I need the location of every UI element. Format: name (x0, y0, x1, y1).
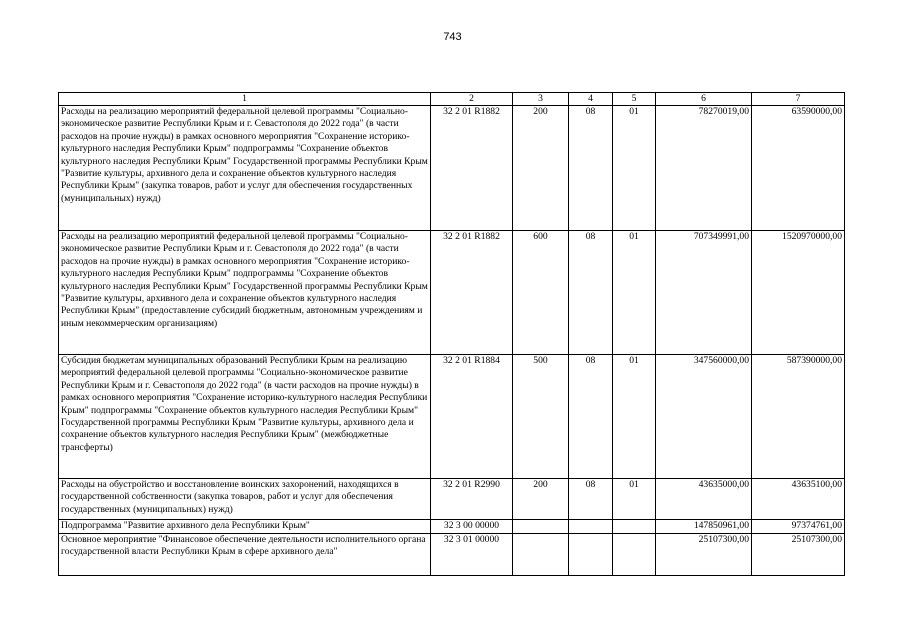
table-row (59, 355, 845, 479)
row-code: 32 2 01 R1882 (431, 106, 513, 231)
row-description: Расходы на реализацию мероприятий федеральной целевой программы "Социально-экономическое развитие Республики Крым и г. Севастополя до 2022 года" (в части расходов на прочие нужды) в рамках основного мероприятия "Сохранение историко-культурного наследия Республики Крым" подпрограммы "Сохранение объектов культурного наследия Республики Крым" Государственной программы Республики Крым "Развитие культуры, архивного дела и сохранение объектов культурного наследия Республики Крым" (закупка товаров, работ и услуг для обеспечения государственных (муниципальных) нужд) (59, 106, 431, 231)
row-col5: 01 (613, 355, 656, 479)
row-col4: 08 (569, 231, 613, 355)
row-col3: 500 (513, 355, 569, 479)
row-col6: 147850961,00 (656, 520, 752, 534)
row-col7: 587390000,00 (752, 355, 845, 479)
row-col7: 25107300,00 (752, 534, 845, 576)
header-cell: 7 (752, 93, 845, 106)
row-description: Расходы на обустройство и восстановление воинских захоронений, находящихся в государственной собственности (закупка товаров, работ и услуг для обеспечения государственных (муниципальных) нужд) (59, 479, 431, 520)
row-col4 (569, 520, 613, 534)
row-description: Субсидия бюджетам муниципальных образований Республики Крым на реализацию мероприятий федеральной целевой программы "Социально-экономическое развитие Республики Крым и г. Севастополя до 2022 года" (в части расходов на прочие нужды) в рамках основного мероприятия "Сохранение историко-культурного наследия Республики Крым" подпрограммы "Сохранение объектов культурного наследия Республики Крым" Государственной программы Республики Крым "Развитие культуры, архивного дела и сохранение объектов культурного наследия Республики Крым" (межбюджетные трансферты) (59, 355, 431, 479)
row-col5: 01 (613, 231, 656, 355)
row-code: 32 3 01 00000 (431, 534, 513, 576)
row-col7: 1520970000,00 (752, 231, 845, 355)
budget-table (58, 92, 845, 576)
row-col5: 01 (613, 106, 656, 231)
row-col4: 08 (569, 355, 613, 479)
row-col3: 200 (513, 479, 569, 520)
row-col7: 63590000,00 (752, 106, 845, 231)
row-col6: 78270019,00 (656, 106, 752, 231)
row-col4: 08 (569, 479, 613, 520)
row-code: 32 3 00 00000 (431, 520, 513, 534)
header-cell: 2 (431, 93, 513, 106)
row-code: 32 2 01 R1882 (431, 231, 513, 355)
row-description: Основное мероприятие "Финансовое обеспечение деятельности исполнительного органа государственной власти Республики Крым в сфере архивного дела" (59, 534, 431, 576)
header-cell: 4 (569, 93, 613, 106)
table-row (59, 520, 845, 534)
row-col7: 97374761,00 (752, 520, 845, 534)
row-col6: 43635000,00 (656, 479, 752, 520)
row-col3: 600 (513, 231, 569, 355)
row-code: 32 2 01 R1884 (431, 355, 513, 479)
table-row (59, 479, 845, 520)
header-row (59, 93, 845, 106)
header-cell: 1 (59, 93, 431, 106)
row-col3: 200 (513, 106, 569, 231)
header-cell: 6 (656, 93, 752, 106)
row-col6: 347560000,00 (656, 355, 752, 479)
row-col5 (613, 534, 656, 576)
row-col3 (513, 520, 569, 534)
page-number: 743 (443, 31, 462, 43)
table-row (59, 231, 845, 355)
row-col5 (613, 520, 656, 534)
row-code: 32 2 01 R2990 (431, 479, 513, 520)
row-col7: 43635100,00 (752, 479, 845, 520)
row-col4: 08 (569, 106, 613, 231)
header-cell: 5 (613, 93, 656, 106)
header-cell: 3 (513, 93, 569, 106)
table-row (59, 534, 845, 576)
row-description: Подпрограмма "Развитие архивного дела Республики Крым" (59, 520, 431, 534)
row-description: Расходы на реализацию мероприятий федеральной целевой программы "Социально-экономическое развитие Республики Крым и г. Севастополя до 2022 года" (в части расходов на прочие нужды) в рамках основного мероприятия "Сохранение историко-культурного наследия Республики Крым" подпрограммы "Сохранение объектов культурного наследия Республики Крым" Государственной программы Республики Крым "Развитие культуры, архивного дела и сохранение объектов культурного наследия Республики Крым" (предоставление субсидий бюджетным, автономным учреждениям и иным некоммерческим организациям) (59, 231, 431, 355)
row-col6: 707349991,00 (656, 231, 752, 355)
row-col3 (513, 534, 569, 576)
row-col5: 01 (613, 479, 656, 520)
row-col4 (569, 534, 613, 576)
table-row (59, 106, 845, 231)
row-col6: 25107300,00 (656, 534, 752, 576)
